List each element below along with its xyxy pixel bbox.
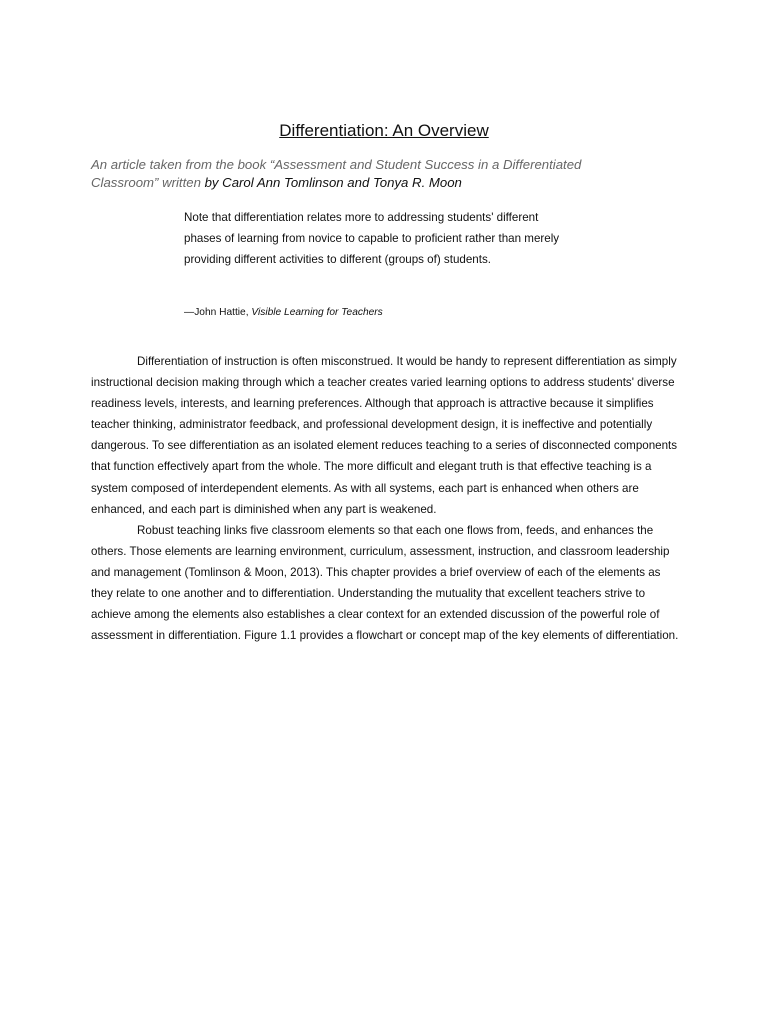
body-text	[91, 351, 679, 646]
page-title: Differentiation: An Overview	[279, 121, 489, 140]
paragraph: Robust teaching links five classroom elements so that each one flows from, feeds, and enhances the others. Those elements are learning environment, curriculum, assessment, instruction, and classroom leadership and management (Tomlinson & Moon, 2013). This chapter provides a brief overview of each of the elements as they relate to one another and to differentiation. Understanding the mutuality that excellent teachers strive to achieve among the elements also establishes a clear context for an extended discussion of the powerful role of assessment in differentiation. Figure 1.1 provides a flowchart or concept map of the key elements of differentiation.	[91, 523, 679, 643]
epigraph-quote: Note that differentiation relates more to addressing students' different phases of learning from novice to capable to proficient rather than merely providing different activities to different (groups of) students.	[184, 211, 560, 267]
paragraph: Differentiation of instruction is often misconstrued. It would be handy to represent differentiation as simply instructional decision making through which a teacher creates varied learning options to address students' diverse readiness levels, interests, and learning preferences. Although that approach is attractive because it simplifies teacher thinking, administrator feedback, and professional development design, it is ineffective and potentially dangerous. To see differentiation as an isolated element reduces teaching to a series of disconnected components that function effectively apart from the whole. The more difficult and elegant truth is that effective teaching is a system composed of interdependent elements. As with all systems, each part is enhanced when others are enhanced, and each part is diminished when any part is weakened.	[91, 355, 678, 516]
epigraph-attribution	[184, 306, 383, 320]
quote-source: Visible Learning for Teachers	[251, 307, 383, 318]
subtitle-intro: An article taken from the book “Assessment and Student Success in a Differentiated Classroom” written	[91, 157, 582, 190]
quote-author: —John Hattie,	[184, 307, 252, 318]
article-subtitle	[91, 156, 651, 192]
subtitle-authors: by Carol Ann Tomlinson and Tonya R. Moon	[200, 175, 462, 190]
